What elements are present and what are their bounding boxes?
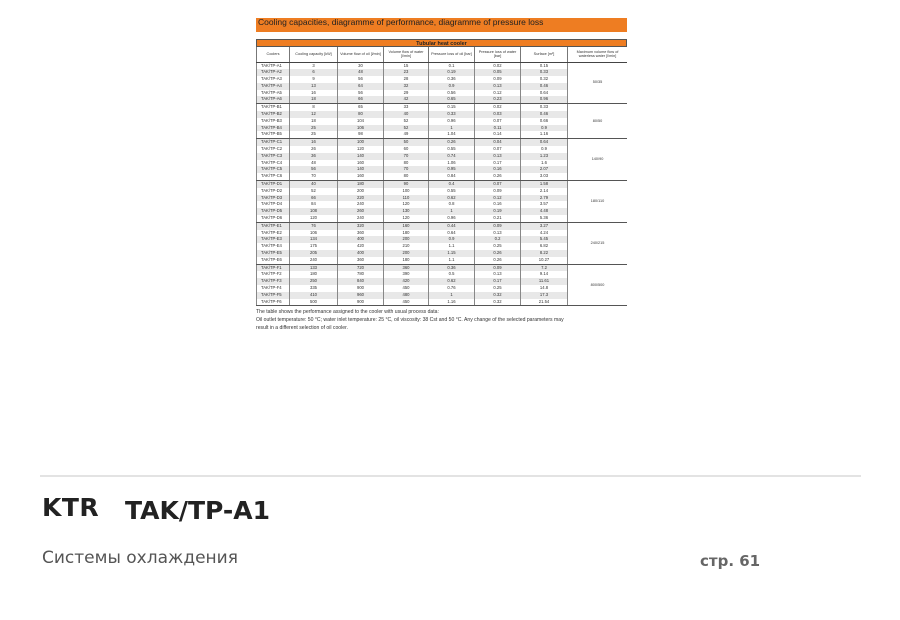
table-cell: 0.74 xyxy=(429,153,475,160)
table-cell: 0.64 xyxy=(429,230,475,237)
cooler-model-cell: TAK/TP-F1 xyxy=(257,264,290,271)
table-cell: 18 xyxy=(290,118,338,125)
cooler-model-cell: TAK/TP-B1 xyxy=(257,104,290,111)
cooler-model-cell: TAK/TP-E3 xyxy=(257,236,290,243)
note-line: The table shows the performance assigned to the cooler with usual process data: xyxy=(256,309,439,315)
table-cell: 480 xyxy=(384,292,429,299)
table-cell: 0.9 xyxy=(429,236,475,243)
table-cell: 0.16 xyxy=(475,166,521,173)
table-cell: 2.79 xyxy=(521,195,568,202)
table-cell: 120 xyxy=(338,146,384,153)
table-cell: 33 xyxy=(384,104,429,111)
cooler-model-cell: TAK/TP-D1 xyxy=(257,181,290,188)
cooler-model-cell: TAK/TP-F4 xyxy=(257,285,290,292)
table-cell: 0.07 xyxy=(475,118,521,125)
table-cell: 0.9 xyxy=(521,125,568,132)
table-cell: 240 xyxy=(338,201,384,208)
table-cell: 6.82 xyxy=(521,243,568,250)
table-cell: 90 xyxy=(384,181,429,188)
table-cell: 360 xyxy=(384,264,429,271)
cooler-model-cell: TAK/TP-E5 xyxy=(257,250,290,257)
table-cell: 1.6 xyxy=(521,160,568,167)
table-cell: 720 xyxy=(338,264,384,271)
table-cell: 0.36 xyxy=(429,264,475,271)
table-cell: 16 xyxy=(290,90,338,97)
table-cell: 200 xyxy=(384,250,429,257)
table-cell: 220 xyxy=(338,195,384,202)
table-cell: 140 xyxy=(338,153,384,160)
cooler-table xyxy=(256,39,627,306)
table-cell: 2.14 xyxy=(521,188,568,195)
brand-name: KTR xyxy=(42,493,100,522)
table-cell: 104 xyxy=(338,118,384,125)
table-body xyxy=(257,62,628,306)
table-cell: 134 xyxy=(290,236,338,243)
table-cell: 120 xyxy=(384,215,429,222)
table-cell: 0.55 xyxy=(429,188,475,195)
table-cell: 0.15 xyxy=(429,104,475,111)
table-cell: 80 xyxy=(384,173,429,180)
table-cell: 0.09 xyxy=(475,264,521,271)
cooler-model-cell: TAK/TP-E4 xyxy=(257,243,290,250)
table-cell: 3.03 xyxy=(521,173,568,180)
table-cell: 200 xyxy=(384,236,429,243)
cooler-model-cell: TAK/TP-C3 xyxy=(257,153,290,160)
table-cell: 0.64 xyxy=(521,139,568,146)
table-cell: 260 xyxy=(338,208,384,215)
max-flow-cell: 80/50 xyxy=(568,104,628,139)
table-cell: 0.07 xyxy=(475,146,521,153)
table-cell: 400 xyxy=(338,236,384,243)
table-cell: 0.09 xyxy=(475,76,521,83)
table-cell: 0.2 xyxy=(475,236,521,243)
table-cell: 52 xyxy=(384,125,429,132)
table-cell: 70 xyxy=(384,166,429,173)
table-cell: 48 xyxy=(338,69,384,76)
table-cell: 30 xyxy=(338,62,384,69)
table-cell: 0.96 xyxy=(521,96,568,103)
table-cell: 65 xyxy=(338,104,384,111)
table-cell: 0.5 xyxy=(429,271,475,278)
table-cell: 0.19 xyxy=(429,69,475,76)
table-cell: 9 xyxy=(290,76,338,83)
table-cell: 9.14 xyxy=(521,271,568,278)
table-cell: 0.46 xyxy=(521,83,568,90)
note-line: Oil outlet temperature: 50 °C; water inlet temperature: 25 °C, oil viscosity: 38 Cst and 50 °C. Any change of the selected parameters may xyxy=(256,317,564,323)
table-cell: 25 xyxy=(290,125,338,132)
table-cell: 420 xyxy=(338,243,384,250)
table-cell: 0.76 xyxy=(429,285,475,292)
table-cell: 0.19 xyxy=(475,208,521,215)
table-row xyxy=(257,62,628,69)
table-cell: 0.13 xyxy=(475,271,521,278)
table-cell: 84 xyxy=(290,201,338,208)
table-cell: 106 xyxy=(338,125,384,132)
table-cell: 66 xyxy=(338,96,384,103)
table-cell: 1.16 xyxy=(429,299,475,306)
column-header: Pressure loss of oil [bar] xyxy=(429,47,475,62)
table-cell: 0.17 xyxy=(475,160,521,167)
table-cell: 0.8 xyxy=(429,201,475,208)
table-cell: 0.12 xyxy=(475,195,521,202)
table-cell: 40 xyxy=(290,181,338,188)
cooler-model-cell: TAK/TP-E2 xyxy=(257,230,290,237)
table-cell: 0.09 xyxy=(475,222,521,229)
table-cell: 0.84 xyxy=(429,173,475,180)
table-cell: 0.25 xyxy=(475,243,521,250)
table-cell: 1.58 xyxy=(521,181,568,188)
table-cell: 98 xyxy=(338,131,384,138)
caption-divider xyxy=(40,475,861,477)
note-line: result in a different selection of oil cooler. xyxy=(256,325,348,331)
table-cell: 210 xyxy=(384,243,429,250)
table-cell: 240 xyxy=(338,215,384,222)
table-cell: 0.26 xyxy=(429,139,475,146)
product-model: TAK/TP-A1 xyxy=(125,496,271,525)
page-reference: стр. 61 xyxy=(700,552,761,570)
table-cell: 140 xyxy=(338,166,384,173)
performance-table xyxy=(256,47,627,306)
table-cell: 0.65 xyxy=(429,96,475,103)
table-cell: 28 xyxy=(384,76,429,83)
cooler-model-cell: TAK/TP-A5 xyxy=(257,90,290,97)
table-cell: 25 xyxy=(290,131,338,138)
table-cell: 0.66 xyxy=(521,118,568,125)
table-cell: 0.33 xyxy=(429,111,475,118)
table-cell: 0.32 xyxy=(475,292,521,299)
table-cell: 180 xyxy=(290,271,338,278)
table-cell: 5.36 xyxy=(521,215,568,222)
cooler-model-cell: TAK/TP-F2 xyxy=(257,271,290,278)
table-cell: 0.44 xyxy=(429,222,475,229)
cooler-model-cell: TAK/TP-C4 xyxy=(257,160,290,167)
column-header: Volume flow of oil [l/min] xyxy=(338,47,384,62)
table-cell: 3.27 xyxy=(521,222,568,229)
table-cell: 0.32 xyxy=(521,76,568,83)
table-cell: 410 xyxy=(290,292,338,299)
table-cell: 56 xyxy=(290,166,338,173)
table-cell: 160 xyxy=(338,160,384,167)
table-cell: 15 xyxy=(384,62,429,69)
table-cell: 70 xyxy=(384,153,429,160)
table-cell: 130 xyxy=(384,208,429,215)
table-cell: 106 xyxy=(290,230,338,237)
table-cell: 0.46 xyxy=(521,111,568,118)
table-row xyxy=(257,139,628,146)
table-cell: 14.8 xyxy=(521,285,568,292)
table-cell: 26 xyxy=(290,146,338,153)
cooler-model-cell: TAK/TP-C1 xyxy=(257,139,290,146)
table-cell: 160 xyxy=(338,173,384,180)
table-cell: 36 xyxy=(290,153,338,160)
table-cell: 0.62 xyxy=(429,195,475,202)
table-cell: 420 xyxy=(384,278,429,285)
table-cell: 175 xyxy=(290,243,338,250)
table-cell: 900 xyxy=(338,285,384,292)
max-flow-cell: 800/500 xyxy=(568,264,628,306)
table-cell: 56 xyxy=(338,76,384,83)
table-cell: 0.56 xyxy=(429,90,475,97)
table-cell: 780 xyxy=(338,271,384,278)
table-cell: 1.04 xyxy=(429,131,475,138)
table-cell: 450 xyxy=(384,299,429,306)
cooler-model-cell: TAK/TP-E1 xyxy=(257,222,290,229)
table-cell: 0.04 xyxy=(475,139,521,146)
table-cell: 8.22 xyxy=(521,250,568,257)
table-cell: 1.23 xyxy=(521,153,568,160)
table-cell: 0.02 xyxy=(475,104,521,111)
table-cell: 360 xyxy=(338,257,384,264)
table-cell: 2.07 xyxy=(521,166,568,173)
table-cell: 0.9 xyxy=(429,83,475,90)
table-cell: 0.55 xyxy=(429,146,475,153)
table-cell: 49 xyxy=(384,131,429,138)
table-cell: 12 xyxy=(290,111,338,118)
product-category: Системы охлаждения xyxy=(42,548,238,568)
table-cell: 0.96 xyxy=(429,118,475,125)
table-cell: 108 xyxy=(290,208,338,215)
table-cell: 0.12 xyxy=(475,90,521,97)
section-header-text: Cooling capacities, diagramme of performance, diagramme of pressure loss xyxy=(258,18,544,27)
table-cell: 100 xyxy=(338,139,384,146)
table-row xyxy=(257,104,628,111)
table-cell: 1 xyxy=(429,292,475,299)
table-cell: 0.03 xyxy=(475,111,521,118)
table-cell: 200 xyxy=(338,188,384,195)
table-cell: 0.11 xyxy=(475,125,521,132)
table-cell: 52 xyxy=(290,188,338,195)
table-cell: 0.07 xyxy=(475,181,521,188)
cooler-model-cell: TAK/TP-B5 xyxy=(257,131,290,138)
table-cell: 3 xyxy=(290,62,338,69)
cooler-model-cell: TAK/TP-E6 xyxy=(257,257,290,264)
table-cell: 133 xyxy=(290,264,338,271)
table-cell: 80 xyxy=(338,111,384,118)
table-cell: 1.1 xyxy=(429,243,475,250)
catalog-page-image xyxy=(256,18,627,334)
table-cell: 0.9 xyxy=(521,146,568,153)
table-cell: 17.3 xyxy=(521,292,568,299)
table-cell: 205 xyxy=(290,250,338,257)
cooler-model-cell: TAK/TP-A2 xyxy=(257,69,290,76)
cooler-model-cell: TAK/TP-B2 xyxy=(257,111,290,118)
table-cell: 1.15 xyxy=(429,250,475,257)
column-header: Volume flow of water [l/min] xyxy=(384,47,429,62)
table-cell: 0.64 xyxy=(521,90,568,97)
table-cell: 0.26 xyxy=(475,257,521,264)
cooler-model-cell: TAK/TP-A4 xyxy=(257,83,290,90)
table-cell: 180 xyxy=(338,181,384,188)
cooler-model-cell: TAK/TP-F3 xyxy=(257,278,290,285)
table-cell: 64 xyxy=(338,83,384,90)
table-cell: 6 xyxy=(290,69,338,76)
table-header-row xyxy=(257,47,628,62)
column-header: Pressure loss of water [bar] xyxy=(475,47,521,62)
column-header: Cooling capacity [kW] xyxy=(290,47,338,62)
table-cell: 16 xyxy=(290,139,338,146)
table-cell: 48 xyxy=(290,160,338,167)
table-cell: 18 xyxy=(290,96,338,103)
table-cell: 120 xyxy=(384,201,429,208)
table-cell: 1 xyxy=(429,208,475,215)
table-row xyxy=(257,222,628,229)
table-cell: 29 xyxy=(384,90,429,97)
table-cell: 1.16 xyxy=(521,131,568,138)
max-flow-cell: 240/215 xyxy=(568,222,628,264)
table-cell: 0.96 xyxy=(429,215,475,222)
column-header: Maximum volume flow of waterless water [l/min] xyxy=(568,47,628,62)
table-cell: 80 xyxy=(384,160,429,167)
cooler-model-cell: TAK/TP-C5 xyxy=(257,166,290,173)
table-cell: 0.4 xyxy=(429,181,475,188)
table-cell: 390 xyxy=(384,271,429,278)
cooler-model-cell: TAK/TP-D4 xyxy=(257,201,290,208)
table-cell: 42 xyxy=(384,96,429,103)
max-flow-cell: 180/110 xyxy=(568,181,628,223)
cooler-model-cell: TAK/TP-B3 xyxy=(257,118,290,125)
table-row xyxy=(257,181,628,188)
table-cell: 76 xyxy=(290,222,338,229)
cooler-model-cell: TAK/TP-D6 xyxy=(257,215,290,222)
table-cell: 0.05 xyxy=(475,69,521,76)
table-cell: 250 xyxy=(290,278,338,285)
table-cell: 32 xyxy=(384,83,429,90)
table-cell: 8 xyxy=(290,104,338,111)
table-cell: 0.09 xyxy=(475,188,521,195)
table-cell: 4.48 xyxy=(521,208,568,215)
table-cell: 960 xyxy=(338,292,384,299)
table-cell: 13 xyxy=(290,83,338,90)
table-cell: 0.1 xyxy=(429,62,475,69)
table-cell: 0.14 xyxy=(475,131,521,138)
table-notes xyxy=(256,308,627,332)
table-title: Tubular heat cooler xyxy=(256,39,627,47)
table-cell: 360 xyxy=(338,230,384,237)
table-cell: 40 xyxy=(384,111,429,118)
table-row xyxy=(257,264,628,271)
table-cell: 52 xyxy=(384,118,429,125)
table-cell: 180 xyxy=(384,257,429,264)
table-cell: 0.33 xyxy=(521,104,568,111)
table-cell: 240 xyxy=(290,257,338,264)
table-cell: 23 xyxy=(384,69,429,76)
section-header-bar xyxy=(256,18,627,32)
table-cell: 0.13 xyxy=(475,230,521,237)
table-cell: 900 xyxy=(338,299,384,306)
table-cell: 120 xyxy=(290,215,338,222)
table-cell: 1 xyxy=(429,125,475,132)
table-cell: 70 xyxy=(290,173,338,180)
table-cell: 0.33 xyxy=(521,69,568,76)
cooler-model-cell: TAK/TP-A6 xyxy=(257,96,290,103)
cooler-model-cell: TAK/TP-B4 xyxy=(257,125,290,132)
table-cell: 0.17 xyxy=(475,278,521,285)
max-flow-cell: 140/90 xyxy=(568,139,628,181)
table-cell: 11.61 xyxy=(521,278,568,285)
table-cell: 3.57 xyxy=(521,201,568,208)
cooler-model-cell: TAK/TP-A3 xyxy=(257,76,290,83)
table-cell: 50 xyxy=(384,139,429,146)
table-cell: 21.54 xyxy=(521,299,568,306)
cooler-model-cell: TAK/TP-F6 xyxy=(257,299,290,306)
cooler-model-cell: TAK/TP-C6 xyxy=(257,173,290,180)
table-cell: 500 xyxy=(290,299,338,306)
table-cell: 0.13 xyxy=(475,83,521,90)
table-cell: 1.06 xyxy=(429,160,475,167)
table-cell: 0.21 xyxy=(475,215,521,222)
table-cell: 0.62 xyxy=(429,278,475,285)
table-cell: 66 xyxy=(290,195,338,202)
cooler-model-cell: TAK/TP-C2 xyxy=(257,146,290,153)
cooler-model-cell: TAK/TP-D3 xyxy=(257,195,290,202)
table-cell: 5.45 xyxy=(521,236,568,243)
table-cell: 0.25 xyxy=(475,285,521,292)
cooler-model-cell: TAK/TP-D5 xyxy=(257,208,290,215)
table-cell: 0.26 xyxy=(475,250,521,257)
table-cell: 7.2 xyxy=(521,264,568,271)
table-cell: 450 xyxy=(384,285,429,292)
table-cell: 0.13 xyxy=(475,153,521,160)
table-cell: 110 xyxy=(384,195,429,202)
table-cell: 0.95 xyxy=(429,166,475,173)
table-cell: 180 xyxy=(384,230,429,237)
table-cell: 56 xyxy=(338,90,384,97)
table-cell: 0.15 xyxy=(521,62,568,69)
table-cell: 0.16 xyxy=(475,201,521,208)
table-cell: 840 xyxy=(338,278,384,285)
table-cell: 0.36 xyxy=(429,76,475,83)
table-cell: 160 xyxy=(384,222,429,229)
table-cell: 0.26 xyxy=(475,173,521,180)
table-cell: 1.1 xyxy=(429,257,475,264)
table-cell: 320 xyxy=(338,222,384,229)
table-cell: 335 xyxy=(290,285,338,292)
column-header: Coolers xyxy=(257,47,290,62)
table-cell: 4.24 xyxy=(521,230,568,237)
max-flow-cell: 50/35 xyxy=(568,62,628,104)
cooler-model-cell: TAK/TP-D2 xyxy=(257,188,290,195)
table-cell: 0.02 xyxy=(475,62,521,69)
table-cell: 400 xyxy=(338,250,384,257)
column-header: Surface [m²] xyxy=(521,47,568,62)
cooler-model-cell: TAK/TP-A1 xyxy=(257,62,290,69)
table-cell: 0.32 xyxy=(475,299,521,306)
table-cell: 0.23 xyxy=(475,96,521,103)
table-cell: 60 xyxy=(384,146,429,153)
table-cell: 10.27 xyxy=(521,257,568,264)
cooler-model-cell: TAK/TP-F5 xyxy=(257,292,290,299)
table-cell: 100 xyxy=(384,188,429,195)
